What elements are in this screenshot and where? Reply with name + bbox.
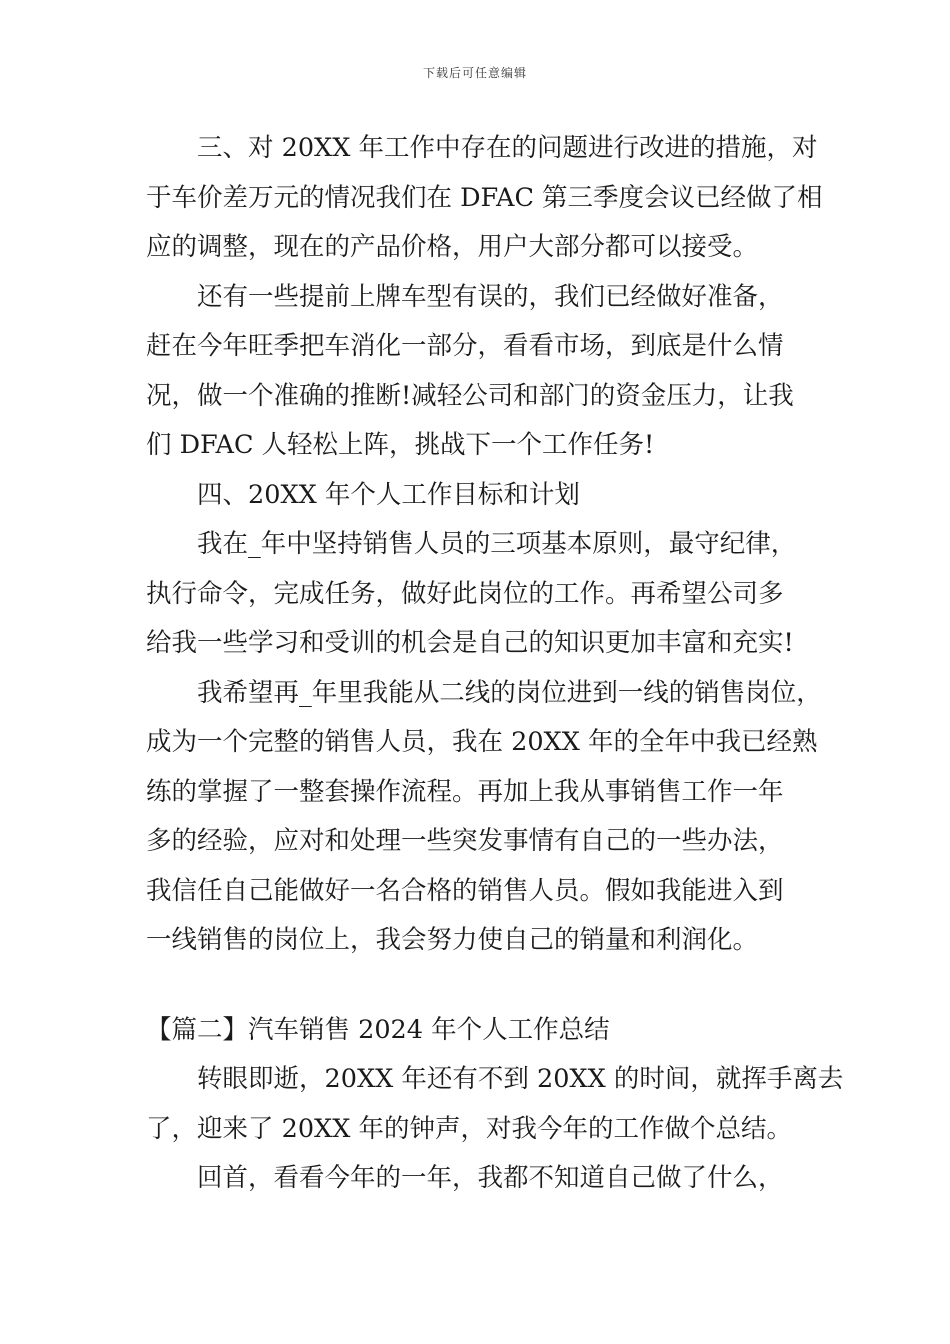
- paragraph-line: 了，迎来了 20XX 年的钟声，对我今年的工作做个总结。: [146, 1113, 792, 1144]
- paragraph-line: 我信任自己能做好一名合格的销售人员。假如我能进入到: [146, 875, 784, 906]
- paragraph-line: 多的经验，应对和处理一些突发事情有自己的一些办法，: [146, 826, 784, 856]
- section-heading: 四、20XX 年个人工作目标和计划: [197, 479, 580, 510]
- paragraph-line: 我在_年中坚持销售人员的三项基本原则，最守纪律，: [197, 529, 797, 559]
- paragraph-line: 回首，看看今年的一年，我都不知道自己做了什么，: [197, 1163, 784, 1193]
- paragraph-line: 况，做一个准确的推断!减轻公司和部门的资金压力，让我: [146, 380, 794, 411]
- paragraph-line: 三、对 20XX 年工作中存在的问题进行改进的措施，对: [197, 133, 818, 163]
- paragraph-line: 应的调整，现在的产品价格，用户大部分都可以接受。: [146, 232, 759, 262]
- paragraph-line: 转眼即逝，20XX 年还有不到 20XX 的时间，就挥手离去: [197, 1064, 844, 1094]
- paragraph-line: 还有一些提前上牌车型有误的，我们已经做好准备，: [197, 281, 784, 312]
- page-header: 下载后可任意编辑: [422, 66, 527, 80]
- paragraph-line: 一线销售的岗位上，我会努力使自己的销量和利润化。: [146, 925, 759, 955]
- document-body: [146, 124, 844, 1204]
- article-title: 【篇二】汽车销售 2024 年个人工作总结: [146, 1014, 610, 1045]
- section-gap: [146, 966, 830, 1006]
- paragraph-line: 们 DFAC 人轻松上阵，挑战下一个工作任务!: [146, 430, 655, 460]
- paragraph-line: 成为一个完整的销售人员，我在 20XX 年的全年中我已经熟: [146, 727, 818, 757]
- paragraph-line: 于车价差万元的情况我们在 DFAC 第三季度会议已经做了相: [146, 182, 823, 213]
- paragraph-line: 赶在今年旺季把车消化一部分，看看市场，到底是什么情: [146, 331, 784, 361]
- paragraph-line: 我希望再_年里我能从二线的岗位进到一线的销售岗位，: [197, 677, 822, 708]
- paragraph-line: 执行命令，完成任务，做好此岗位的工作。再希望公司多: [146, 578, 784, 609]
- paragraph-line: 给我一些学习和受训的机会是自己的知识更加丰富和充实!: [146, 628, 794, 658]
- paragraph-line: 练的掌握了一整套操作流程。再加上我从事销售工作一年: [146, 776, 784, 807]
